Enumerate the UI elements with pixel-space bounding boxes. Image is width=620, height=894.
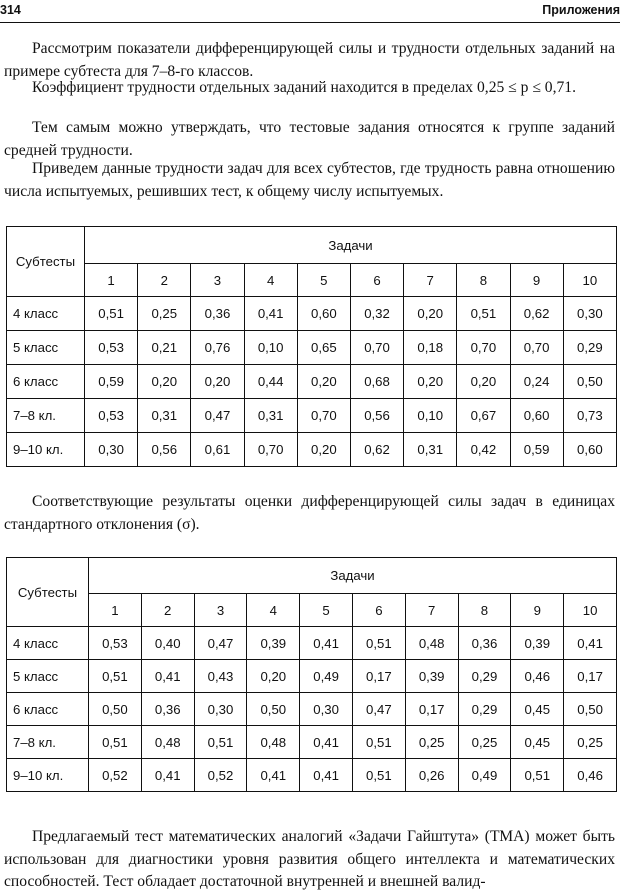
- table-cell: 0,42: [457, 433, 510, 467]
- row-label: 7–8 кл.: [7, 726, 89, 759]
- row-label: 4 класс: [7, 297, 85, 331]
- table-cell: 0,25: [405, 726, 458, 759]
- column-header: 3: [194, 594, 247, 627]
- table-cell: 0,76: [191, 331, 244, 365]
- table-cell: 0,51: [89, 660, 142, 693]
- row-label: 6 класс: [7, 365, 85, 399]
- table-cell: 0,70: [457, 331, 510, 365]
- table-cell: 0,48: [247, 726, 300, 759]
- column-header: 1: [85, 264, 138, 297]
- table-cell: 0,53: [89, 627, 142, 660]
- table-cell: 0,31: [244, 399, 297, 433]
- table-cell: 0,20: [297, 433, 350, 467]
- section-title: Приложения: [542, 3, 620, 17]
- row-label: 6 класс: [7, 693, 89, 726]
- table-cell: 0,39: [405, 660, 458, 693]
- row-label: 7–8 кл.: [7, 399, 85, 433]
- table-cell: 0,68: [350, 365, 403, 399]
- table-cell: 0,51: [89, 726, 142, 759]
- column-header: 2: [138, 264, 191, 297]
- table-cell: 0,49: [458, 759, 511, 792]
- table-cell: 0,48: [141, 726, 194, 759]
- table-cell: 0,46: [511, 660, 564, 693]
- table-cell: 0,60: [510, 399, 563, 433]
- table-cell: 0,56: [350, 399, 403, 433]
- table-cell: 0,10: [404, 399, 457, 433]
- table-cell: 0,60: [297, 297, 350, 331]
- table-group-header: Задачи: [89, 558, 617, 594]
- table-cell: 0,70: [244, 433, 297, 467]
- column-header: 8: [458, 594, 511, 627]
- table-cell: 0,18: [404, 331, 457, 365]
- paragraph-intro: Рассмотрим показатели дифференцирующей силы и трудности отдельных заданий на примере субтеста для 7–8-го классов.: [4, 40, 615, 80]
- discrimination-table: [6, 557, 617, 792]
- table-cell: 0,25: [458, 726, 511, 759]
- difficulty-range-text: Коэффициент трудности отдельных заданий находится в пределах 0,25 ≤: [32, 79, 517, 96]
- column-header: 10: [564, 594, 617, 627]
- table-cell: 0,52: [89, 759, 142, 792]
- table-cell: 0,50: [247, 693, 300, 726]
- table-cell: 0,17: [352, 660, 405, 693]
- table-cell: 0,65: [297, 331, 350, 365]
- table-cell: 0,62: [510, 297, 563, 331]
- table-cell: 0,70: [510, 331, 563, 365]
- table-cell: 0,50: [564, 693, 617, 726]
- table-cell: 0,41: [564, 627, 617, 660]
- table-cell: 0,47: [191, 399, 244, 433]
- table-cell: 0,10: [244, 331, 297, 365]
- paragraph-difficulty-intro: Приведем данные трудности задач для всех субтестов, где трудность равна отношению числа испытуемых, решивших тест, к общему числу испытуемых.: [4, 160, 615, 200]
- table-cell: 0,62: [350, 433, 403, 467]
- table-cell: 0,29: [563, 331, 616, 365]
- table-cell: 0,30: [300, 693, 353, 726]
- table-cell: 0,51: [457, 297, 510, 331]
- row-label: 9–10 кл.: [7, 759, 89, 792]
- table-cell: 0,73: [563, 399, 616, 433]
- difficulty-range-bound: p ≤ 0,71.: [520, 79, 576, 96]
- table-cell: 0,26: [405, 759, 458, 792]
- table-cell: 0,61: [191, 433, 244, 467]
- table-cell: 0,21: [138, 331, 191, 365]
- table-cell: 0,20: [404, 297, 457, 331]
- difficulty-table: [6, 226, 617, 467]
- column-header: 9: [510, 264, 563, 297]
- table-cell: 0,20: [138, 365, 191, 399]
- table-row: [7, 331, 617, 365]
- paragraph-test-description: Предлагаемый тест математических аналогий «Задачи Гайштута» (ТМА) может быть использован для диагностики уровня развития общего интеллекта и математических способностей. Тест обладает достаточной внутренней и внешней валид-: [4, 828, 615, 890]
- table-row: [7, 726, 617, 759]
- table-cell: 0,41: [141, 660, 194, 693]
- table-cell: 0,70: [297, 399, 350, 433]
- table-cell: 0,41: [244, 297, 297, 331]
- table-cell: 0,51: [352, 759, 405, 792]
- table-cell: 0,41: [300, 627, 353, 660]
- table-cell: 0,41: [247, 759, 300, 792]
- column-header: 7: [404, 264, 457, 297]
- table-cell: 0,53: [85, 331, 138, 365]
- paragraph-conclusion: Тем самым можно утверждать, что тестовые задания относятся к группе заданий средней трудности.: [4, 119, 615, 159]
- table-cell: 0,31: [138, 399, 191, 433]
- column-header: 7: [405, 594, 458, 627]
- table-cell: 0,67: [457, 399, 510, 433]
- table-cell: 0,51: [194, 726, 247, 759]
- table-cell: 0,25: [564, 726, 617, 759]
- table-cell: 0,20: [247, 660, 300, 693]
- table-cell: 0,51: [352, 627, 405, 660]
- table-cell: 0,53: [85, 399, 138, 433]
- table-row: [7, 627, 617, 660]
- table-cell: 0,29: [458, 660, 511, 693]
- table-cell: 0,36: [141, 693, 194, 726]
- table-cell: 0,60: [563, 433, 616, 467]
- table-cell: 0,41: [300, 726, 353, 759]
- table-cell: 0,36: [458, 627, 511, 660]
- table-cell: 0,17: [564, 660, 617, 693]
- table-row: [7, 365, 617, 399]
- table-cell: 0,56: [138, 433, 191, 467]
- table-cell: 0,47: [352, 693, 405, 726]
- column-header: 4: [247, 594, 300, 627]
- page-number: 314: [0, 3, 21, 17]
- column-header: 6: [350, 264, 403, 297]
- table-cell: 0,52: [194, 759, 247, 792]
- table-cell: 0,30: [194, 693, 247, 726]
- page-header: [0, 0, 620, 23]
- table-row: [7, 693, 617, 726]
- table-cell: 0,25: [138, 297, 191, 331]
- paragraph-difficulty-range: [4, 77, 615, 100]
- table-row: [7, 759, 617, 792]
- column-header: 9: [511, 594, 564, 627]
- table-cell: 0,51: [511, 759, 564, 792]
- table-cell: 0,41: [300, 759, 353, 792]
- table-cell: 0,50: [563, 365, 616, 399]
- table-group-header: Задачи: [85, 227, 617, 264]
- table-cell: 0,20: [191, 365, 244, 399]
- table-cell: 0,48: [405, 627, 458, 660]
- column-header: 8: [457, 264, 510, 297]
- table-row: [7, 297, 617, 331]
- table-cell: 0,30: [563, 297, 616, 331]
- table-cell: 0,45: [511, 726, 564, 759]
- table-cell: 0,36: [191, 297, 244, 331]
- row-label: 4 класс: [7, 627, 89, 660]
- table-cell: 0,32: [350, 297, 403, 331]
- column-header: 1: [89, 594, 142, 627]
- table-cell: 0,31: [404, 433, 457, 467]
- table-cell: 0,50: [89, 693, 142, 726]
- table-cell: 0,44: [244, 365, 297, 399]
- table-cell: 0,24: [510, 365, 563, 399]
- column-header: 5: [300, 594, 353, 627]
- table-cell: 0,41: [141, 759, 194, 792]
- table-row: [7, 660, 617, 693]
- table-cell: 0,59: [510, 433, 563, 467]
- row-label: 5 класс: [7, 331, 85, 365]
- table-cell: 0,39: [511, 627, 564, 660]
- table-cell: 0,46: [564, 759, 617, 792]
- column-header: 3: [191, 264, 244, 297]
- table-cell: 0,20: [297, 365, 350, 399]
- table-cell: 0,45: [511, 693, 564, 726]
- table-cell: 0,40: [141, 627, 194, 660]
- column-header: 5: [297, 264, 350, 297]
- table-cell: 0,29: [458, 693, 511, 726]
- column-header: 4: [244, 264, 297, 297]
- table-cell: 0,51: [85, 297, 138, 331]
- table-cell: 0,47: [194, 627, 247, 660]
- table-row-header: Субтесты: [7, 227, 85, 297]
- table-row: [7, 399, 617, 433]
- table-cell: 0,20: [457, 365, 510, 399]
- table-cell: 0,39: [247, 627, 300, 660]
- table-cell: 0,17: [405, 693, 458, 726]
- table-cell: 0,20: [404, 365, 457, 399]
- table-cell: 0,51: [352, 726, 405, 759]
- table-cell: 0,49: [300, 660, 353, 693]
- column-header: 6: [352, 594, 405, 627]
- table-cell: 0,43: [194, 660, 247, 693]
- table-row: [7, 433, 617, 467]
- row-label: 9–10 кл.: [7, 433, 85, 467]
- table-row-header: Субтесты: [7, 558, 89, 627]
- table-cell: 0,30: [85, 433, 138, 467]
- column-header: 10: [563, 264, 616, 297]
- paragraph-sigma-intro: Соответствующие результаты оценки дифференцирующей силы задач в единицах стандартного отклонения (σ).: [4, 493, 615, 533]
- row-label: 5 класс: [7, 660, 89, 693]
- table-cell: 0,59: [85, 365, 138, 399]
- table-cell: 0,70: [350, 331, 403, 365]
- column-header: 2: [141, 594, 194, 627]
